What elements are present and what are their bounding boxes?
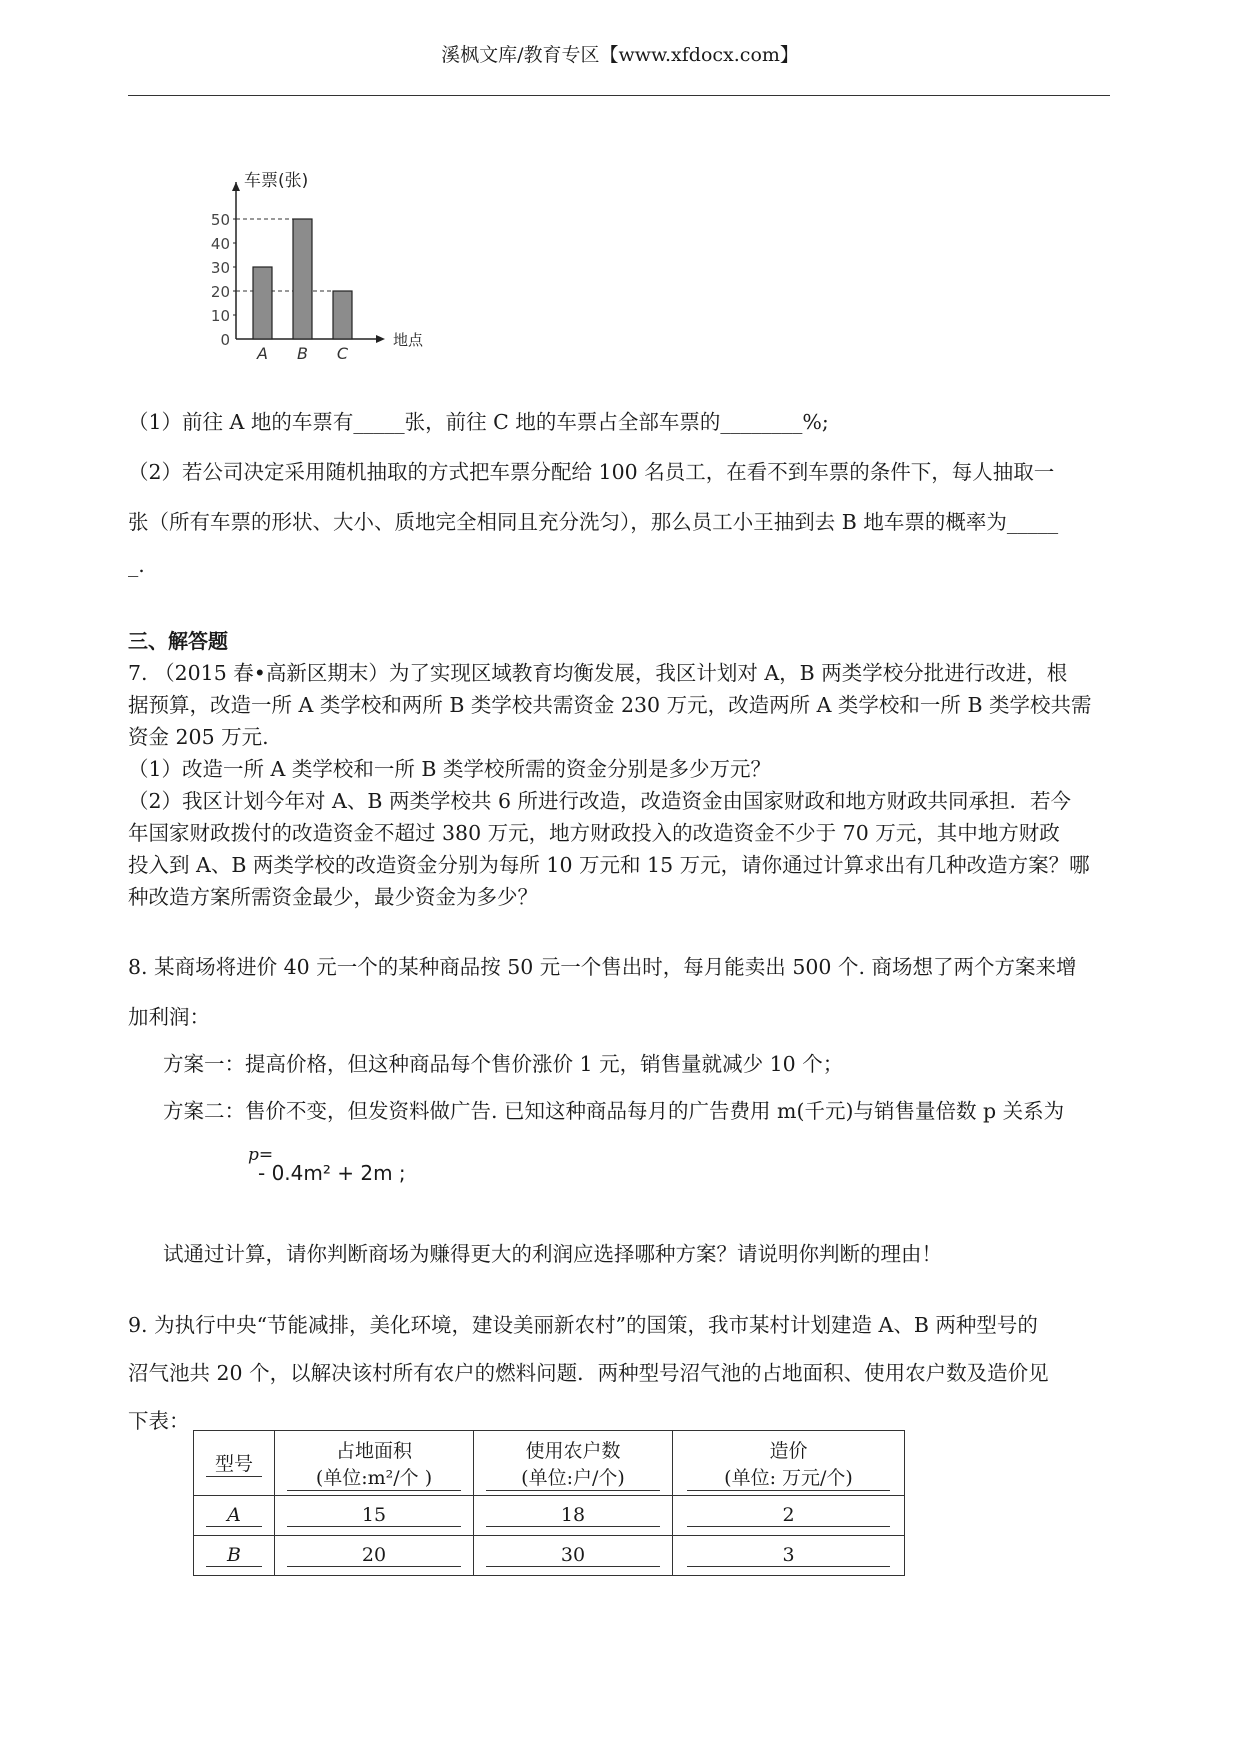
table-cell (474, 1536, 673, 1576)
category-label: A (257, 344, 268, 362)
q7-line1: 7. （2015 春•高新区期末）为了实现区域教育均衡发展，我区计划对 A，B 两类学校分批进行改进，根 (128, 661, 1068, 685)
y-tick-label: 30 (210, 259, 230, 277)
q7-line4: （1）改造一所 A 类学校和一所 B 类学校所需的资金分别是多少万元？ (128, 757, 771, 781)
table-cell (275, 1496, 474, 1536)
cell-area: 15 (287, 1504, 461, 1527)
q7-line3: 资金 205 万元. (128, 725, 269, 749)
q8-line1: 8. 某商场将进价 40 元一个的某种商品按 50 元一个售出时，每月能卖出 500 个. 商场想了两个方案来增 (128, 955, 1077, 979)
q8-plan2: 方案二：售价不变，但发资料做广告. 已知这种商品每月的广告费用 m(千元)与销售量倍数 p 关系为 (163, 1099, 1065, 1123)
y-axis-arrow (232, 182, 240, 191)
header-cost (673, 1431, 905, 1496)
q7-line6: 年国家财政拨付的改造资金不超过 380 万元，地方财政投入的改造资金不少于 70 万元，其中地方财政 (128, 821, 1060, 845)
table-cell (474, 1496, 673, 1536)
table-header-row (194, 1431, 905, 1496)
header-households (474, 1431, 673, 1496)
bar-C (333, 291, 352, 339)
y-tick-label: 20 (210, 283, 230, 301)
q9-line1: 9. 为执行中央“节能减排，美化环境，建设美丽新农村”的国策，我市某村计划建造 A、B 两种型号的 (128, 1313, 1038, 1337)
q9-line2: 沼气池共 20 个，以解决该村所有农户的燃料问题．两种型号沼气池的占地面积、使用农户数及造价见 (128, 1361, 1049, 1385)
header-model (194, 1431, 275, 1496)
table-cell (194, 1496, 275, 1536)
header-divider (128, 95, 1110, 96)
cell-households: 18 (486, 1504, 660, 1527)
cell-households: 30 (486, 1544, 660, 1567)
cell-model: B (206, 1544, 262, 1567)
biogas-spec-table (193, 1430, 905, 1576)
table-cell (194, 1536, 275, 1576)
header-cost-unit: (单位: 万元/个) (687, 1463, 890, 1491)
y-tick-label: 10 (210, 307, 230, 325)
q8-plan1: 方案一：提高价格，但这种商品每个售价涨价 1 元，销售量就减少 10 个； (163, 1052, 844, 1076)
q7-line7: 投入到 A、B 两类学校的改造资金分别为每所 10 万元和 15 万元，请你通过计算求出有几种改造方案？哪 (128, 853, 1090, 877)
header-model-label: 型号 (206, 1449, 262, 1477)
q6-part2-line2: 张（所有车票的形状、大小、质地完全相同且充分洗匀），那么员工小王抽到去 B 地车票的概率为_____ (128, 510, 1059, 534)
y-tick-label: 50 (210, 211, 230, 229)
table-cell (275, 1536, 474, 1576)
q7-line5: （2）我区计划今年对 A、B 两类学校共 6 所进行改造，改造资金由国家财政和地方财政共同承担．若今 (128, 789, 1072, 813)
category-label: C (336, 344, 349, 362)
q8-line2: 加利润： (128, 1005, 210, 1029)
bar-A (253, 267, 272, 339)
cell-cost: 2 (687, 1504, 890, 1527)
header-households-title: 使用农户数 (525, 1439, 621, 1462)
header-cost-title: 造价 (769, 1439, 808, 1462)
q9-line3: 下表： (128, 1409, 190, 1433)
q6-part1: （1）前往 A 地的车票有_____张，前往 C 地的车票占全部车票的________%; (128, 410, 829, 434)
header-area (275, 1431, 474, 1496)
table-cell (673, 1496, 905, 1536)
section-heading: 三、解答题 (128, 629, 228, 653)
q7-line2: 据预算，改造一所 A 类学校和两所 B 类学校共需资金 230 万元，改造两所 A 类学校和一所 B 类学校共需 (128, 693, 1092, 717)
cell-cost: 3 (687, 1544, 890, 1567)
y-axis-label: 车票(张) (244, 171, 309, 191)
table-row (194, 1536, 905, 1576)
formula-rhs: - 0.4m² + 2m ; (258, 1161, 406, 1185)
page-header: 溪枫文库/教育专区【www.xfdocx.com】 (441, 44, 799, 66)
table-row (194, 1496, 905, 1536)
q8-line5: 试通过计算，请你判断商场为赚得更大的利润应选择哪种方案？请说明你判断的理由！ (163, 1242, 942, 1266)
header-area-title: 占地面积 (335, 1439, 412, 1462)
category-label: B (297, 344, 308, 362)
q6-part2-line3: _. (128, 553, 145, 577)
cell-model: A (206, 1504, 262, 1527)
cell-area: 20 (287, 1544, 461, 1567)
header-area-unit: (单位:m²/个 ) (287, 1463, 461, 1491)
bar-B (293, 219, 312, 339)
ticket-bar-chart (196, 162, 446, 362)
y-tick-label: 40 (210, 235, 230, 253)
x-axis-arrow (376, 335, 385, 343)
y-tick-label: 0 (220, 331, 230, 349)
table-cell (673, 1536, 905, 1576)
header-households-unit: (单位:户/个) (486, 1463, 660, 1491)
x-axis-label: 地点 (393, 331, 424, 349)
q6-part2-line1: （2）若公司决定采用随机抽取的方式把车票分配给 100 名员工，在看不到车票的条件下，每人抽取一 (128, 460, 1055, 484)
q7-line8: 种改造方案所需资金最少，最少资金为多少？ (128, 885, 538, 909)
formula-lhs: p= (248, 1145, 274, 1165)
